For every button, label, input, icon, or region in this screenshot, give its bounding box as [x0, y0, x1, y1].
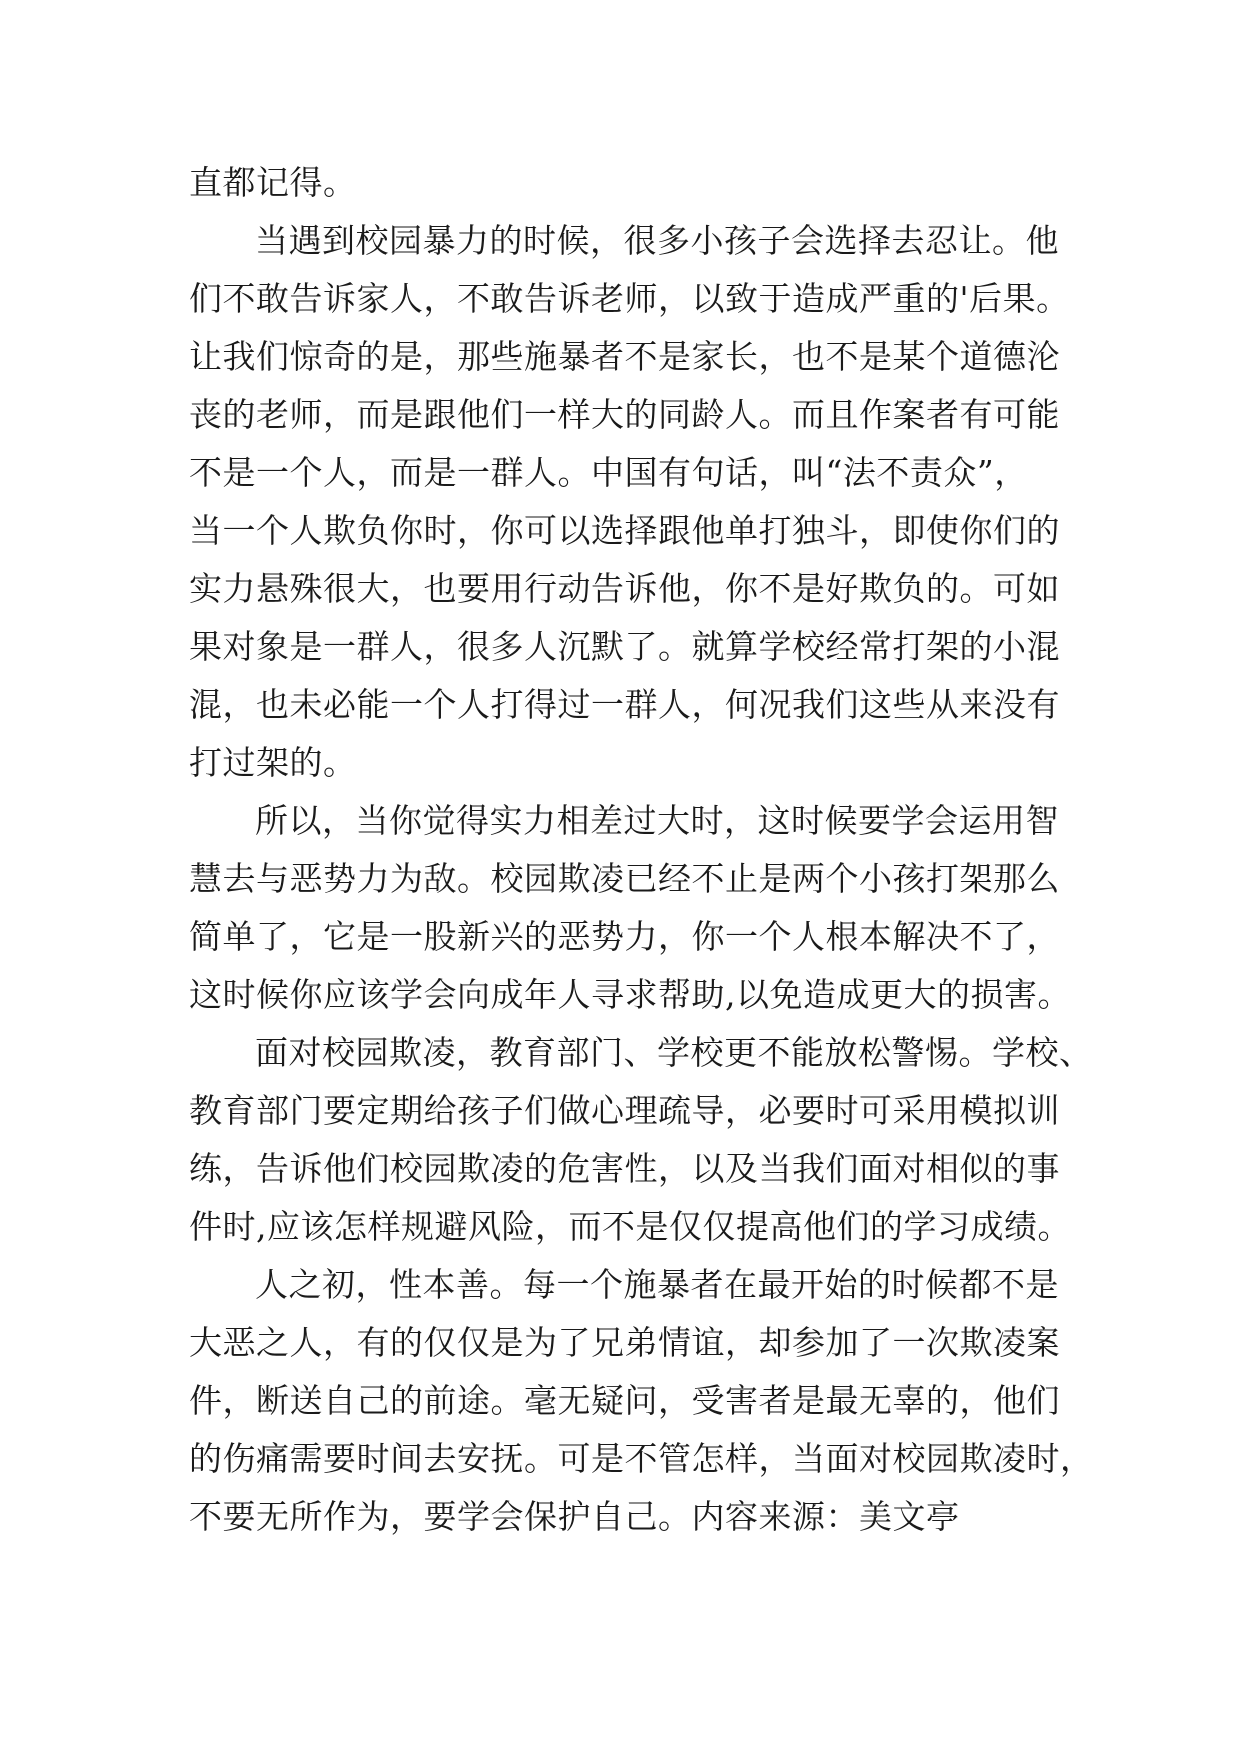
text-line: 不是一个人，而是一群人。中国有句话，叫“法不责众”， — [189, 453, 1028, 492]
text-line: 练，告诉他们校园欺凌的危害性，以及当我们面对相似的事 — [189, 1149, 1060, 1188]
text-line: 打过架的。 — [189, 743, 357, 782]
text-line: 当一个人欺负你时，你可以选择跟他单打独斗，即使你们的 — [189, 511, 1060, 550]
paragraph-start-line: 所以，当你觉得实力相差过大时，这时候要学会运用智 — [255, 801, 1059, 840]
text-line: 件，断送自己的前途。毫无疑问，受害者是最无辜的，他们 — [189, 1381, 1060, 1420]
text-line: 果对象是一群人，很多人沉默了。就算学校经常打架的小混 — [189, 627, 1060, 666]
text-line: 这时候你应该学会向成年人寻求帮助,以免造成更大的损害。 — [189, 975, 1071, 1014]
text-line: 的伤痛需要时间去安抚。可是不管怎样，当面对校园欺凌时， — [189, 1439, 1094, 1478]
text-line: 直都记得。 — [189, 163, 357, 202]
text-line: 丧的老师，而是跟他们一样大的同龄人。而且作案者有可能 — [189, 395, 1060, 434]
text-line: 实力悬殊很大，也要用行动告诉他，你不是好欺负的。可如 — [189, 569, 1060, 608]
text-line: 让我们惊奇的是，那些施暴者不是家长，也不是某个道德沦 — [189, 337, 1060, 376]
text-line: 们不敢告诉家人，不敢告诉老师，以致于造成严重的'后果。 — [189, 279, 1070, 318]
paragraph-start-line: 面对校园欺凌，教育部门、学校更不能放松警惕。学校、 — [255, 1033, 1093, 1072]
text-line: 大恶之人，有的仅仅是为了兄弟情谊，却参加了一次欺凌案 — [189, 1323, 1060, 1362]
text-line: 混，也未必能一个人打得过一群人，何况我们这些从来没有 — [189, 685, 1060, 724]
paragraph-start-line: 当遇到校园暴力的时候，很多小孩子会选择去忍让。他 — [255, 221, 1059, 260]
text-line: 简单了，它是一股新兴的恶势力，你一个人根本解决不了， — [189, 917, 1060, 956]
text-line: 慧去与恶势力为敌。校园欺凌已经不止是两个小孩打架那么 — [189, 859, 1060, 898]
paragraph-start-line: 人之初，性本善。每一个施暴者在最开始的时候都不是 — [255, 1265, 1059, 1304]
text-line: 教育部门要定期给孩子们做心理疏导，必要时可采用模拟训 — [189, 1091, 1060, 1130]
text-line: 件时,应该怎样规避风险，而不是仅仅提高他们的学习成绩。 — [189, 1207, 1071, 1246]
text-line: 不要无所作为，要学会保护自己。内容来源：美文亭 — [189, 1497, 960, 1536]
